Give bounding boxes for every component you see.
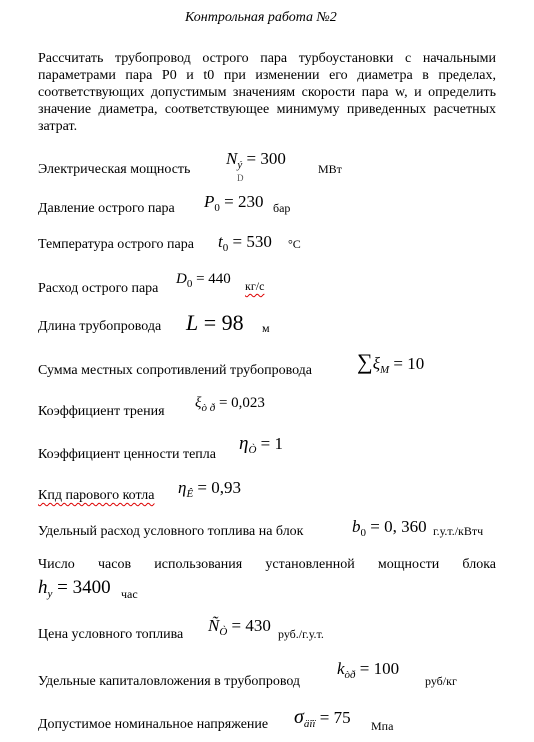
stress-symbol: σ (294, 706, 304, 728)
fuel-price-label: Цена условного топлива (38, 627, 184, 642)
fuel-price-value: = 430 (231, 616, 271, 635)
flow-symbol: D (176, 271, 187, 287)
flow-formula (176, 272, 231, 290)
fuel-price-symbol: Ñ (208, 616, 220, 635)
local-resistance-formula (357, 351, 424, 376)
heat-value-value: = 1 (260, 434, 283, 453)
power-symbol: N (226, 149, 238, 168)
friction-symbol: ξ (195, 395, 202, 411)
stress-unit: Мпа (371, 719, 394, 733)
fuel-rate-symbol: b (352, 517, 361, 536)
length-symbol: L (186, 310, 199, 335)
stress-value: = 75 (319, 708, 351, 727)
hours-unit: час (121, 587, 138, 601)
local-resistance-subscript: M (379, 364, 390, 376)
pressure-symbol: P (204, 192, 215, 211)
power-stray-mark: D (237, 173, 244, 183)
length-label: Длина трубопровода (38, 319, 162, 334)
friction-formula (195, 396, 265, 414)
page-title: Контрольная работа №2 (185, 10, 337, 25)
pressure-subscript: 0 (214, 202, 220, 214)
hours-subscript: y (47, 588, 53, 600)
capital-value: = 100 (359, 659, 400, 678)
fuel-rate-subscript: 0 (360, 527, 366, 539)
heat-value-label: Коэффициент ценности тепла (38, 447, 216, 462)
power-formula (226, 150, 286, 171)
capital-symbol: k (337, 659, 345, 678)
boiler-formula (178, 479, 241, 500)
hours-value: = 3400 (57, 577, 111, 598)
capital-unit: руб/кг (425, 674, 457, 688)
power-subscript: ý (237, 159, 243, 171)
capital-label: Удельные капиталовложения в трубопровод (38, 674, 301, 689)
fuel-rate-formula (352, 518, 427, 539)
pressure-value: = 230 (224, 192, 264, 211)
friction-label: Коэффициент трения (38, 404, 165, 419)
stress-label: Допустимое номинальное напряжение (38, 717, 269, 732)
local-resistance-label: Сумма местных сопротивлений трубопровода (38, 363, 313, 378)
temperature-symbol: t (218, 232, 223, 251)
flow-unit: кг/с (245, 279, 265, 293)
stress-subscript: äîï (303, 718, 316, 730)
fuel-price-formula (208, 617, 271, 638)
power-label: Электрическая мощность (38, 162, 191, 177)
length-formula (186, 312, 244, 334)
hours-symbol: h (38, 577, 48, 598)
local-resistance-value: = 10 (393, 354, 425, 373)
heat-value-formula (239, 434, 283, 456)
heat-value-symbol: η (239, 433, 249, 454)
temperature-formula (218, 233, 272, 254)
temperature-unit: °C (288, 237, 301, 251)
pressure-formula (204, 193, 263, 214)
boiler-subscript: Ê (186, 488, 194, 500)
temperature-label: Температура острого пара (38, 237, 194, 252)
pressure-label: Давление острого пара (38, 201, 175, 216)
boiler-label: Кпд парового котла (38, 488, 155, 503)
fuel-rate-unit: г.у.т./кВтч (433, 524, 484, 538)
fuel-rate-label: Удельный расход условного топлива на блок (38, 524, 304, 539)
boiler-value: = 0,93 (197, 478, 242, 497)
capital-subscript: òð (344, 669, 356, 681)
power-unit: МВт (318, 162, 342, 176)
stress-formula (294, 707, 351, 730)
flow-subscript: 0 (186, 278, 193, 290)
fuel-price-subscript: Ò (219, 626, 228, 638)
friction-subscript: ò ð (201, 402, 216, 414)
local-resistance-symbol: ξ (372, 354, 380, 373)
friction-value: = 0,023 (218, 395, 265, 411)
sum-symbol: ∑ (357, 349, 373, 374)
hours-label: Число часов использования установленной мощности блока (38, 557, 496, 572)
flow-label: Расход острого пара (38, 281, 159, 296)
hours-formula (38, 578, 111, 600)
capital-formula (337, 660, 399, 681)
fuel-price-unit: руб./г.у.т. (278, 627, 324, 641)
fuel-rate-value: = 0, 360 (370, 517, 427, 536)
length-value: = 98 (203, 310, 244, 335)
power-value: = 300 (246, 149, 286, 168)
pressure-unit: бар (273, 201, 291, 215)
temperature-value: = 530 (232, 232, 272, 251)
heat-value-subscript: Ò (248, 444, 257, 456)
boiler-symbol: η (178, 478, 187, 497)
flow-value: = 440 (196, 271, 231, 287)
length-unit: м (262, 321, 270, 335)
temperature-subscript: 0 (222, 242, 229, 254)
task-statement: Рассчитать трубопровод острого пара турбоустановки с начальными параметрами пара P0 и t0 при изменении его диаметра в пределах, соответствующих допустимым значениям скорости пара w, и определить значение диаметра, соответствующее минимуму приведенных расчетных затрат. (38, 51, 496, 134)
